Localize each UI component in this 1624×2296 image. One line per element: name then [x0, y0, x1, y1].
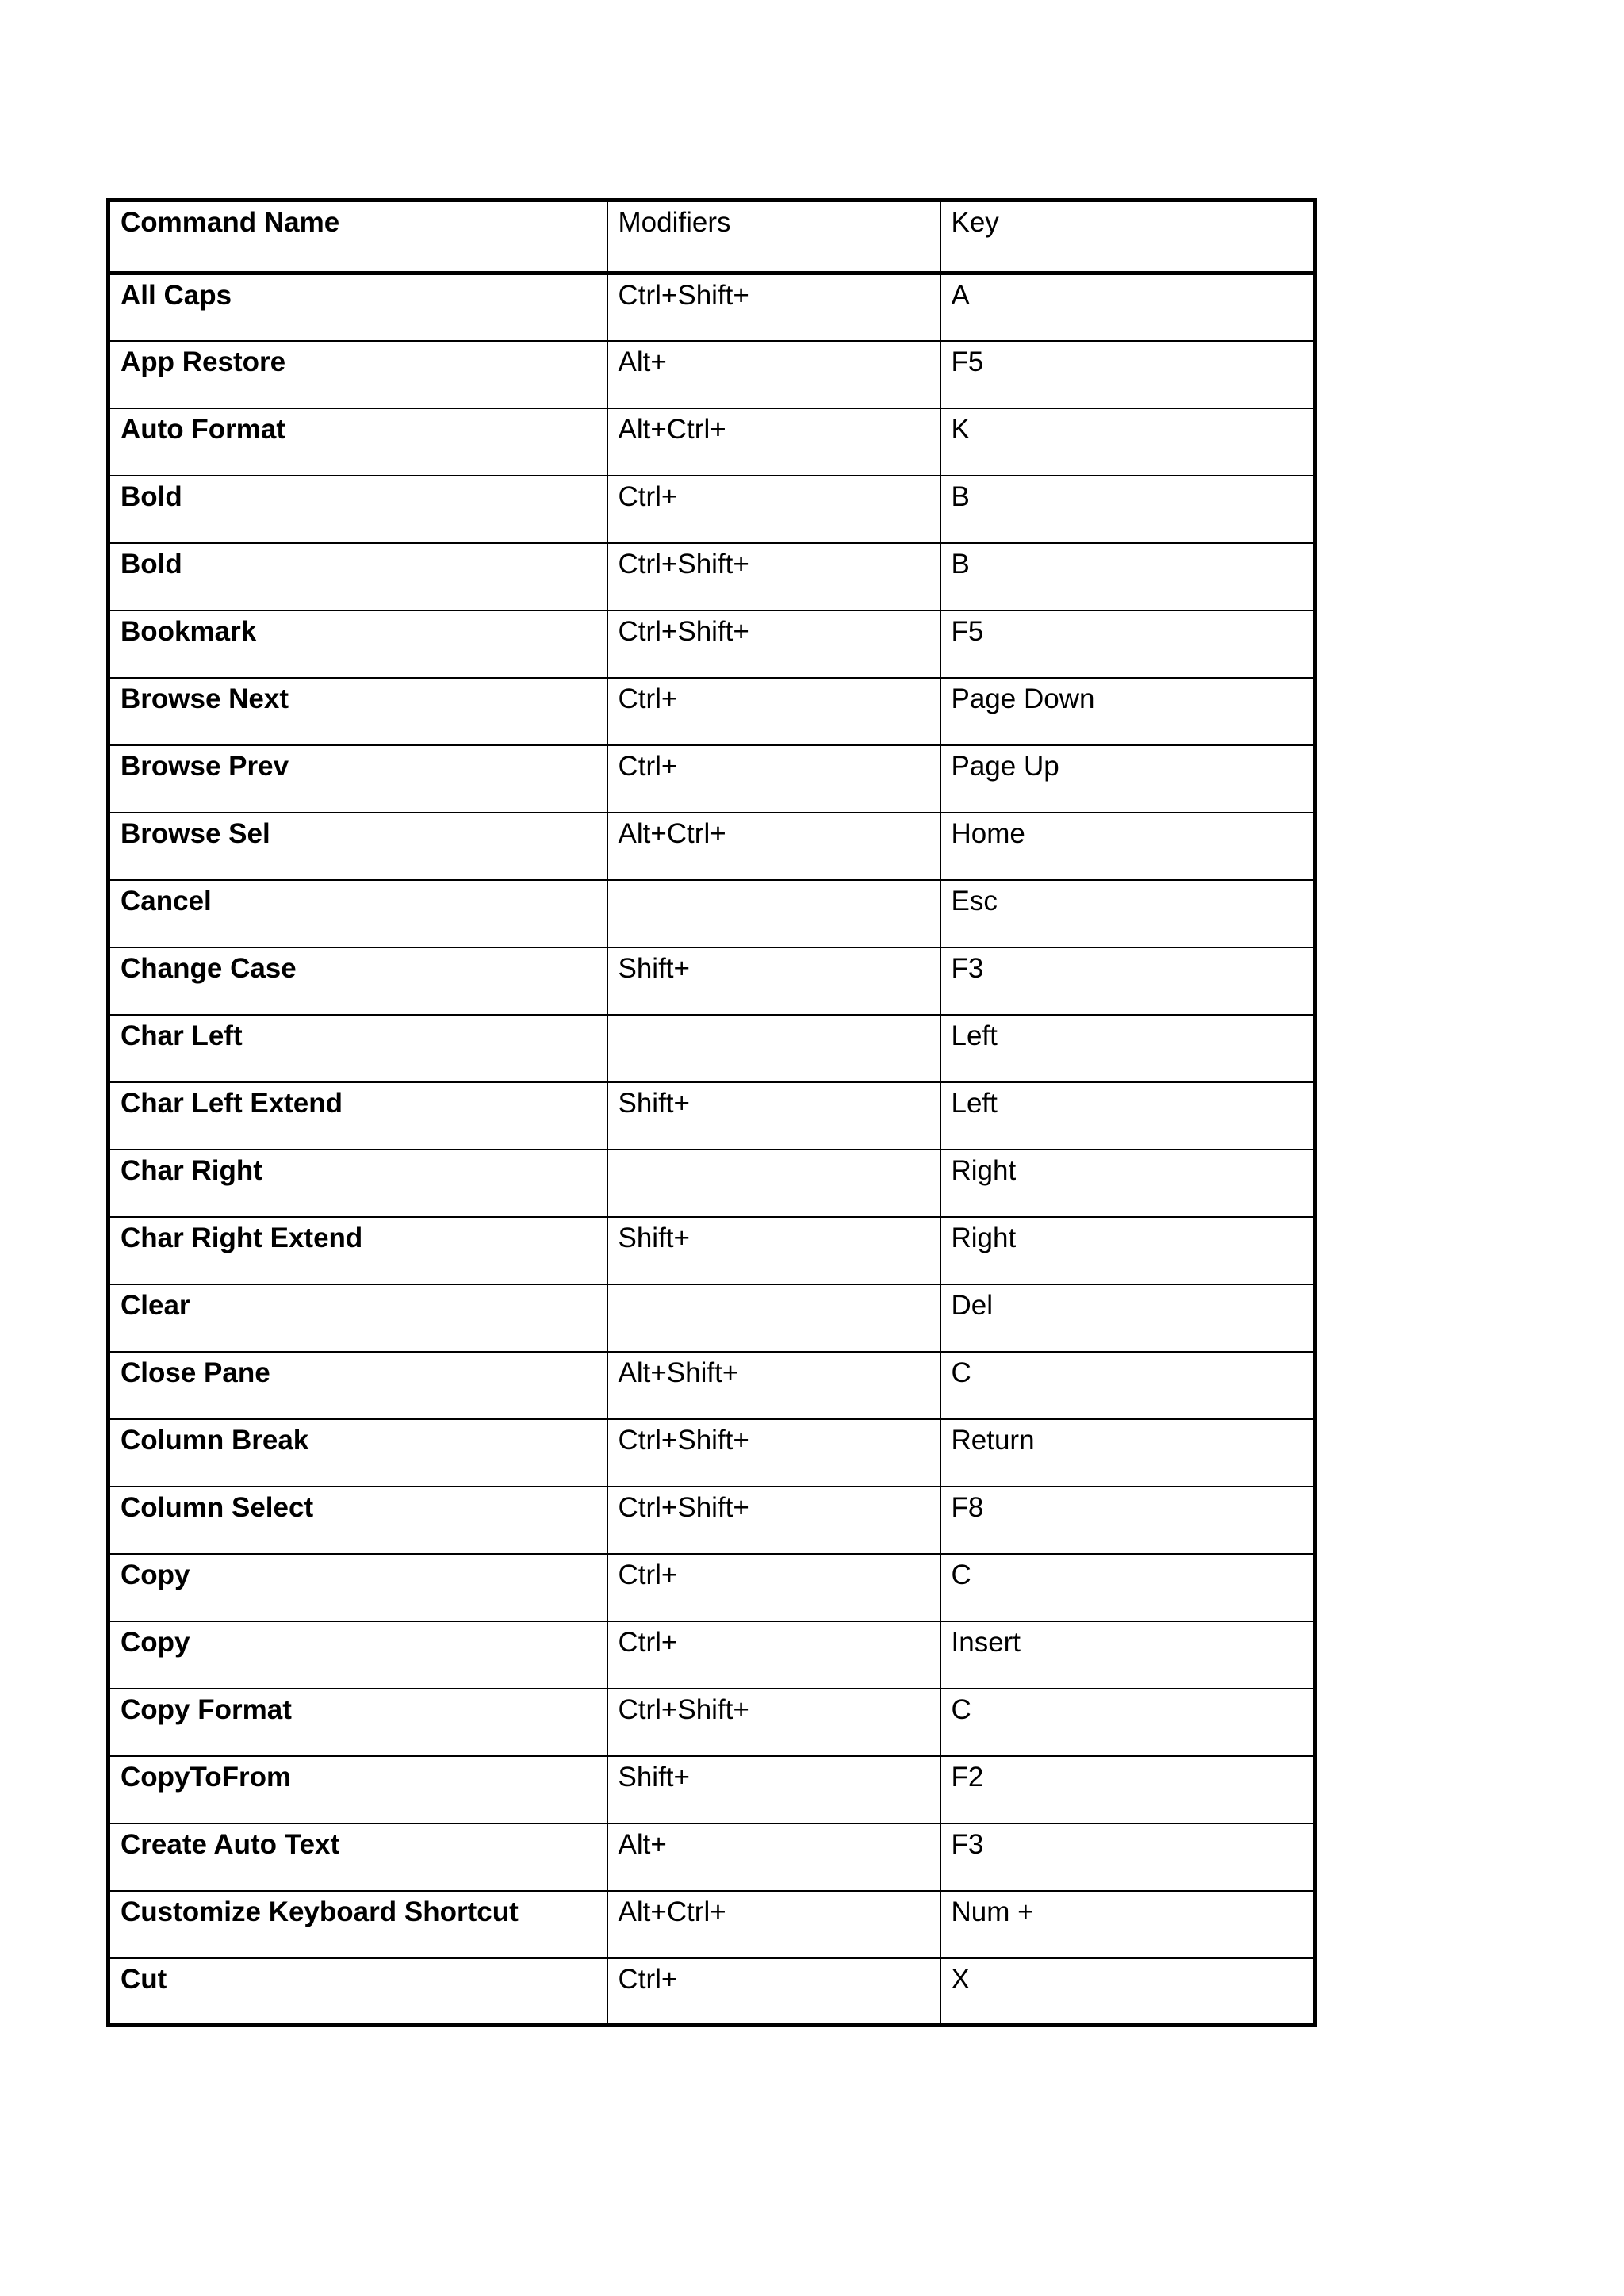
table-row: [109, 1015, 1316, 1082]
table-row: [109, 678, 1316, 745]
command-name-cell: Column Break: [109, 1419, 607, 1487]
table-row: [109, 1958, 1316, 2026]
header-key: Key: [940, 201, 1316, 274]
key-cell: F5: [940, 610, 1316, 678]
table-row: [109, 1284, 1316, 1352]
key-cell: Left: [940, 1082, 1316, 1150]
header-modifiers: Modifiers: [607, 201, 940, 274]
command-name-cell: Create Auto Text: [109, 1823, 607, 1891]
modifiers-cell: Ctrl+: [607, 678, 940, 745]
table-row: [109, 1150, 1316, 1217]
key-cell: F3: [940, 1823, 1316, 1891]
command-name-cell: CopyToFrom: [109, 1756, 607, 1823]
command-name-cell: Column Select: [109, 1487, 607, 1554]
modifiers-cell: Shift+: [607, 947, 940, 1015]
key-cell: Page Up: [940, 745, 1316, 813]
table-row: [109, 1217, 1316, 1284]
table-row: [109, 1352, 1316, 1419]
key-cell: B: [940, 543, 1316, 610]
command-name-cell: Bold: [109, 476, 607, 543]
key-cell: F5: [940, 341, 1316, 408]
key-cell: Right: [940, 1150, 1316, 1217]
key-cell: Right: [940, 1217, 1316, 1284]
modifiers-cell: Ctrl+: [607, 745, 940, 813]
table-row: [109, 408, 1316, 476]
key-cell: C: [940, 1689, 1316, 1756]
table-row: [109, 476, 1316, 543]
key-cell: Esc: [940, 880, 1316, 947]
modifiers-cell: Ctrl+Shift+: [607, 274, 940, 341]
command-name-cell: Bookmark: [109, 610, 607, 678]
table-body: [109, 274, 1316, 2026]
modifiers-cell: Shift+: [607, 1217, 940, 1284]
modifiers-cell: Ctrl+: [607, 476, 940, 543]
shortcut-table: [106, 198, 1317, 2027]
table-row: [109, 1082, 1316, 1150]
key-cell: K: [940, 408, 1316, 476]
key-cell: Left: [940, 1015, 1316, 1082]
table-row: [109, 813, 1316, 880]
command-name-cell: Customize Keyboard Shortcut: [109, 1891, 607, 1958]
command-name-cell: Auto Format: [109, 408, 607, 476]
key-cell: Num +: [940, 1891, 1316, 1958]
key-cell: Return: [940, 1419, 1316, 1487]
key-cell: Del: [940, 1284, 1316, 1352]
key-cell: Page Down: [940, 678, 1316, 745]
modifiers-cell: Ctrl+: [607, 1958, 940, 2026]
modifiers-cell: Alt+: [607, 341, 940, 408]
modifiers-cell: [607, 1150, 940, 1217]
table-row: [109, 1419, 1316, 1487]
modifiers-cell: Shift+: [607, 1756, 940, 1823]
command-name-cell: Close Pane: [109, 1352, 607, 1419]
modifiers-cell: Alt+Ctrl+: [607, 408, 940, 476]
key-cell: B: [940, 476, 1316, 543]
command-name-cell: Char Left Extend: [109, 1082, 607, 1150]
command-name-cell: Cut: [109, 1958, 607, 2026]
key-cell: C: [940, 1352, 1316, 1419]
table-row: [109, 274, 1316, 341]
modifiers-cell: [607, 880, 940, 947]
modifiers-cell: Alt+: [607, 1823, 940, 1891]
modifiers-cell: Ctrl+: [607, 1621, 940, 1689]
modifiers-cell: Ctrl+Shift+: [607, 1419, 940, 1487]
command-name-cell: Copy Format: [109, 1689, 607, 1756]
modifiers-cell: [607, 1284, 940, 1352]
command-name-cell: Browse Prev: [109, 745, 607, 813]
table-row: [109, 947, 1316, 1015]
table-row: [109, 610, 1316, 678]
modifiers-cell: Ctrl+Shift+: [607, 610, 940, 678]
modifiers-cell: Ctrl+Shift+: [607, 1689, 940, 1756]
table-row: [109, 341, 1316, 408]
table-row: [109, 880, 1316, 947]
key-cell: A: [940, 274, 1316, 341]
key-cell: X: [940, 1958, 1316, 2026]
table-row: [109, 543, 1316, 610]
key-cell: F2: [940, 1756, 1316, 1823]
command-name-cell: Char Left: [109, 1015, 607, 1082]
table-row: [109, 745, 1316, 813]
command-name-cell: Bold: [109, 543, 607, 610]
key-cell: F3: [940, 947, 1316, 1015]
modifiers-cell: Ctrl+Shift+: [607, 1487, 940, 1554]
table-header: [109, 201, 1316, 274]
table-row: [109, 1487, 1316, 1554]
modifiers-cell: Alt+Ctrl+: [607, 1891, 940, 1958]
table-row: [109, 1689, 1316, 1756]
command-name-cell: All Caps: [109, 274, 607, 341]
command-name-cell: Cancel: [109, 880, 607, 947]
modifiers-cell: Ctrl+: [607, 1554, 940, 1621]
modifiers-cell: [607, 1015, 940, 1082]
command-name-cell: Copy: [109, 1554, 607, 1621]
key-cell: Home: [940, 813, 1316, 880]
modifiers-cell: Alt+Shift+: [607, 1352, 940, 1419]
table-row: [109, 1823, 1316, 1891]
command-name-cell: App Restore: [109, 341, 607, 408]
command-name-cell: Browse Sel: [109, 813, 607, 880]
key-cell: F8: [940, 1487, 1316, 1554]
key-cell: Insert: [940, 1621, 1316, 1689]
table-row: [109, 1756, 1316, 1823]
command-name-cell: Copy: [109, 1621, 607, 1689]
header-command-name: Command Name: [109, 201, 607, 274]
modifiers-cell: Shift+: [607, 1082, 940, 1150]
command-name-cell: Browse Next: [109, 678, 607, 745]
table-row: [109, 1554, 1316, 1621]
command-name-cell: Clear: [109, 1284, 607, 1352]
modifiers-cell: Ctrl+Shift+: [607, 543, 940, 610]
key-cell: C: [940, 1554, 1316, 1621]
table-row: [109, 1621, 1316, 1689]
modifiers-cell: Alt+Ctrl+: [607, 813, 940, 880]
command-name-cell: Change Case: [109, 947, 607, 1015]
header-row: [109, 201, 1316, 274]
table-row: [109, 1891, 1316, 1958]
command-name-cell: Char Right Extend: [109, 1217, 607, 1284]
command-name-cell: Char Right: [109, 1150, 607, 1217]
